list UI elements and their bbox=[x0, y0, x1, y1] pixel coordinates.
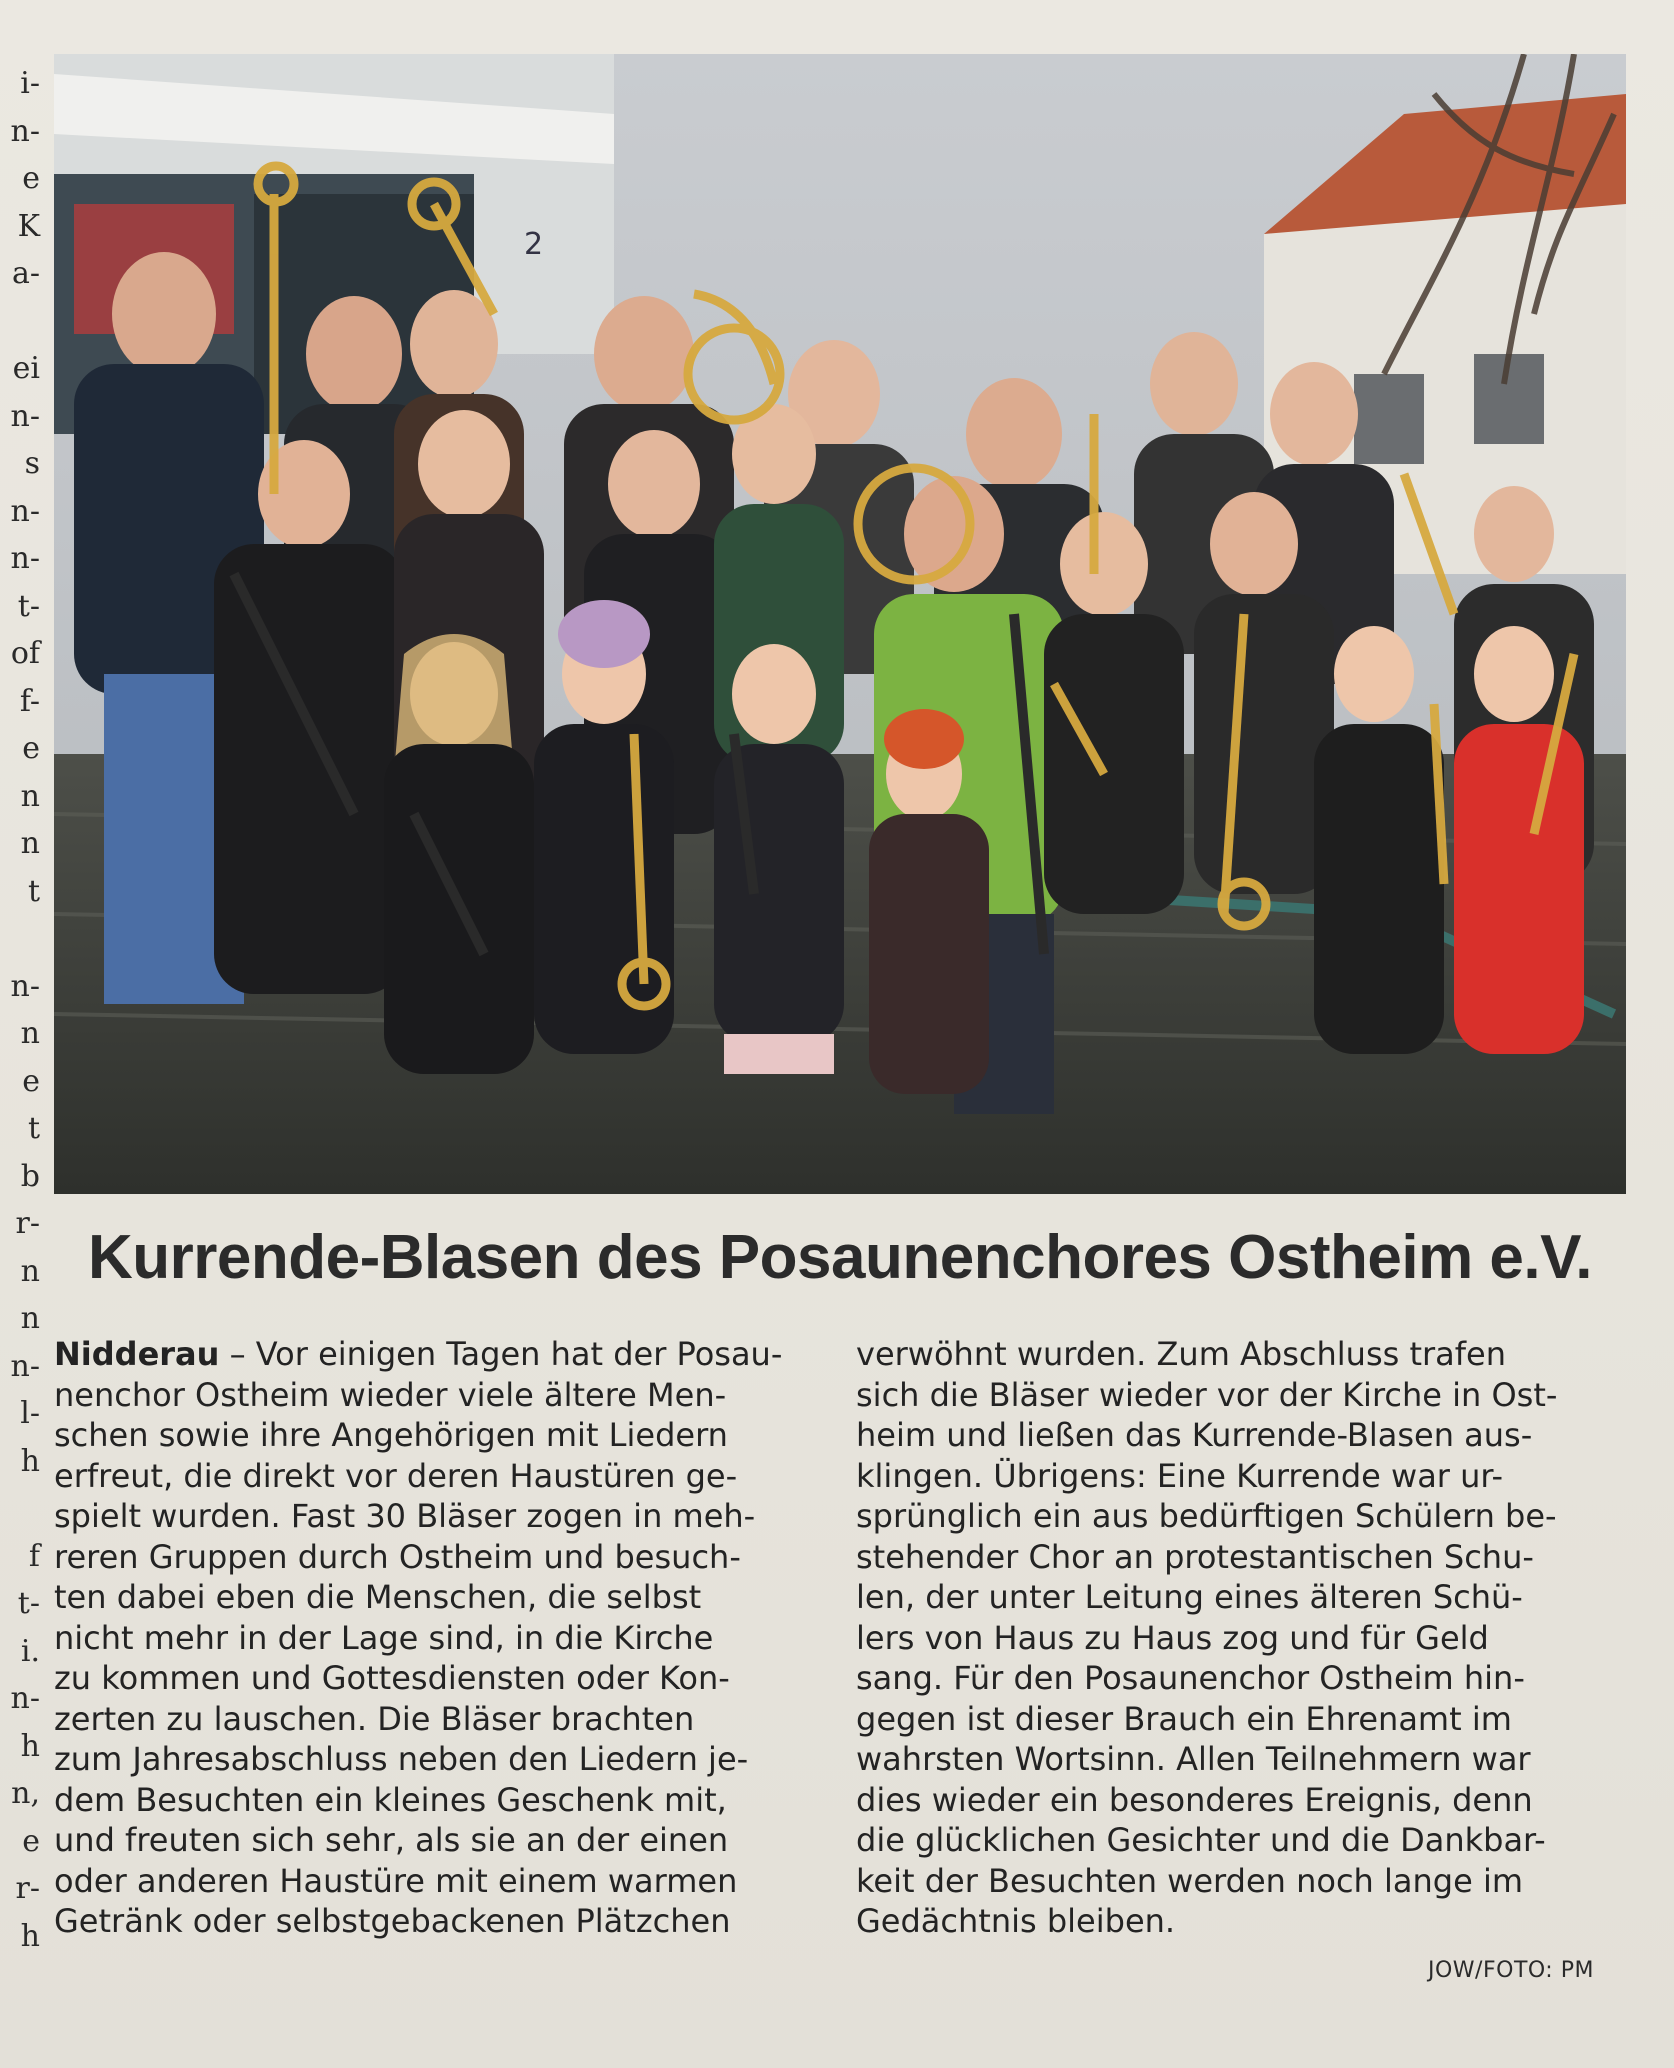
article-line: reren Gruppen durch Ostheim und besuch- bbox=[54, 1537, 741, 1576]
fragment-line: i. bbox=[20, 1633, 40, 1669]
fragment-line: s bbox=[24, 446, 40, 481]
article-line: heim und ließen das Kurrende-Blasen aus- bbox=[856, 1416, 1533, 1454]
article-line: lers von Haus zu Haus zog und für Geld bbox=[856, 1618, 1489, 1657]
fragment-line bbox=[0, 915, 42, 963]
article-line-text: – Vor einigen Tagen hat der Posau- bbox=[219, 1335, 783, 1373]
article-line: ten dabei eben die Menschen, die selbst bbox=[54, 1578, 702, 1616]
article-line: nenchor Ostheim wieder viele ältere Men- bbox=[54, 1375, 727, 1414]
fragment-line: n bbox=[20, 826, 40, 861]
fragment-line: n- bbox=[10, 398, 40, 434]
fragment-line: ei bbox=[12, 351, 40, 386]
fragment-line bbox=[0, 298, 42, 346]
fragment-line: n- bbox=[10, 1348, 40, 1384]
group-photo-illustration bbox=[54, 54, 1626, 1194]
fragment-line: r- bbox=[15, 1871, 40, 1906]
fragment-line bbox=[0, 1485, 42, 1533]
fragment-line: a- bbox=[11, 256, 40, 291]
fragment-line: n bbox=[20, 1016, 40, 1051]
adjacent-column-fragment bbox=[0, 60, 42, 2010]
fragment-line: h bbox=[20, 1918, 40, 1954]
fragment-line: n bbox=[20, 778, 40, 814]
fragment-line: f- bbox=[19, 683, 40, 719]
article-line: die glücklichen Gesichter und die Dankbar- bbox=[856, 1821, 1546, 1859]
fragment-line: t bbox=[27, 873, 40, 909]
fragment-line: of bbox=[10, 636, 40, 671]
fragment-line: l- bbox=[20, 1396, 40, 1431]
group-photo bbox=[54, 54, 1626, 1194]
fragment-line: t bbox=[27, 1111, 40, 1146]
fragment-line: n- bbox=[10, 968, 40, 1004]
article-line: gegen ist dieser Brauch ein Ehrenamt im bbox=[856, 1699, 1512, 1738]
article-dateline: Nidderau bbox=[54, 1335, 220, 1373]
fragment-line: e bbox=[22, 1823, 40, 1859]
article-line: sich die Bläser wieder vor der Kirche in Ost- bbox=[856, 1375, 1558, 1414]
fragment-line: e bbox=[22, 161, 40, 196]
article-line: zu kommen und Gottesdiensten oder Kon- bbox=[54, 1659, 730, 1697]
article-line: erfreut, die direkt vor deren Haustüren ge- bbox=[54, 1456, 738, 1495]
photo-credit: JOW/FOTO: PM bbox=[1428, 1958, 1594, 1983]
fragment-line: n- bbox=[10, 1681, 40, 1716]
fragment-line: e bbox=[22, 1063, 40, 1099]
article-column-left bbox=[54, 1334, 824, 1942]
fragment-line: K bbox=[17, 208, 40, 244]
article-line: dies wieder ein besonderes Ereignis, denn bbox=[856, 1780, 1533, 1819]
article-line: zum Jahresabschluss neben den Liedern je- bbox=[54, 1740, 749, 1778]
article-line: schen sowie ihre Angehörigen mit Liedern bbox=[54, 1416, 728, 1454]
article-line: verwöhnt wurden. Zum Abschluss trafen bbox=[856, 1335, 1507, 1373]
article-line: klingen. Übrigens: Eine Kurrende war ur- bbox=[856, 1456, 1504, 1495]
svg-text:2: 2 bbox=[524, 227, 544, 262]
fragment-line: r- bbox=[15, 1206, 40, 1241]
fragment-line: h bbox=[20, 1728, 40, 1764]
article-line: keit der Besuchten werden noch lange im bbox=[856, 1861, 1523, 1900]
fragment-line: n- bbox=[10, 113, 40, 149]
fragment-line: h bbox=[20, 1443, 40, 1479]
article-line: oder anderen Haustüre mit einem warmen bbox=[54, 1861, 738, 1900]
article-line: len, der unter Leitung eines älteren Schü- bbox=[856, 1578, 1523, 1616]
article-line: spielt wurden. Fast 30 Bläser zogen in meh- bbox=[54, 1497, 756, 1535]
fragment-line: n- bbox=[10, 493, 40, 529]
fragment-line: e bbox=[22, 731, 40, 766]
article-line: sprünglich ein aus bedürftigen Schülern be- bbox=[856, 1497, 1557, 1535]
fragment-line: n bbox=[20, 1253, 40, 1289]
article-line: nicht mehr in der Lage sind, in die Kirche bbox=[54, 1618, 714, 1657]
fragment-line: n- bbox=[10, 541, 40, 576]
fragment-line: b bbox=[20, 1158, 40, 1194]
fragment-line: i- bbox=[20, 66, 40, 101]
article-line: zerten zu lauschen. Die Bläser brachten bbox=[54, 1699, 695, 1738]
article-line: dem Besuchten ein kleines Geschenk mit, bbox=[54, 1780, 727, 1819]
article-line: Getränk oder selbstgebackenen Plätzchen bbox=[54, 1902, 731, 1940]
article-line bbox=[54, 1334, 824, 1375]
fragment-line: n, bbox=[11, 1776, 40, 1811]
fragment-line: f bbox=[28, 1538, 40, 1574]
article-line: stehender Chor an protestantischen Schu- bbox=[856, 1537, 1534, 1576]
fragment-line: t- bbox=[17, 588, 40, 624]
article-column-right bbox=[856, 1334, 1616, 1942]
article-headline: Kurrende-Blasen des Posaunenchores Ostheim e.V. bbox=[87, 1223, 1593, 1292]
article-line: wahrsten Wortsinn. Allen Teilnehmern war bbox=[856, 1740, 1531, 1778]
fragment-line: n bbox=[20, 1301, 40, 1336]
article-line: Gedächtnis bleiben. bbox=[856, 1902, 1176, 1940]
article-line: und freuten sich sehr, als sie an der einen bbox=[54, 1821, 729, 1859]
fragment-line: t- bbox=[17, 1586, 40, 1621]
article-line: sang. Für den Posaunenchor Ostheim hin- bbox=[856, 1659, 1525, 1697]
